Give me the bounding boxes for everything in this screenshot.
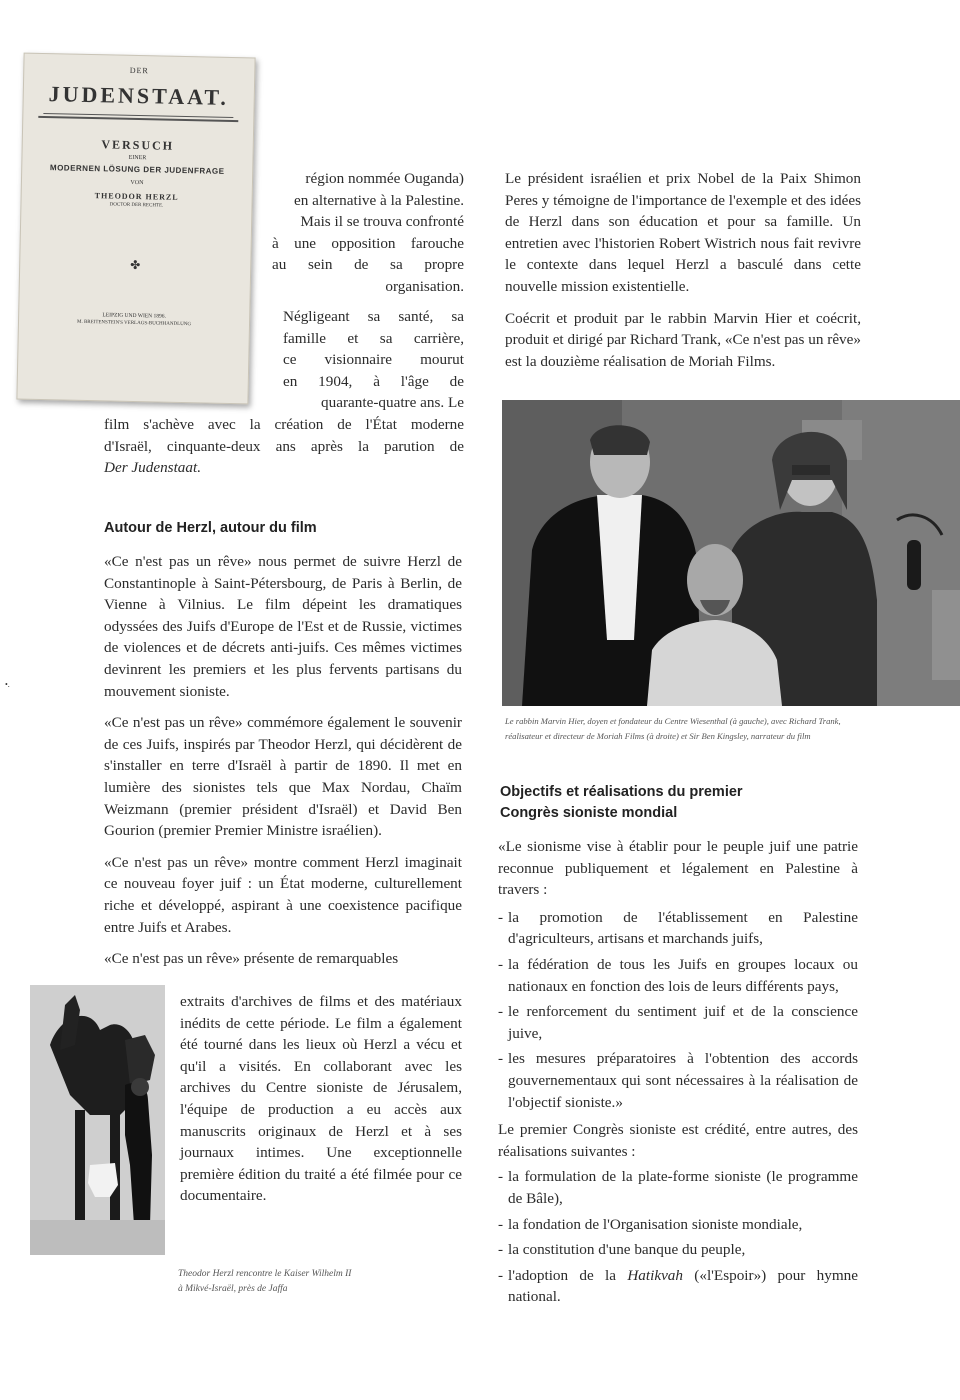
achievement-item	[498, 1166, 858, 1209]
intro-line: organisation.	[385, 277, 464, 295]
group-photo	[502, 400, 960, 706]
achievement-prefix: l'adoption de la	[508, 1266, 628, 1284]
para2-full-line: d'Israël, cinquante-deux ans après la parution de	[104, 437, 464, 455]
achievement-item	[498, 1239, 858, 1261]
right-intro-body	[505, 168, 861, 382]
caption-line: Le rabbin Marvin Hier, doyen et fondateur du Centre Wiesenthal (à gauche), avec Richard Trank,	[505, 716, 841, 726]
para2-line: quarante-quatre ans. Le	[321, 394, 464, 412]
goal-text: la promotion de l'établissement en Palestine d'agriculteurs, artisans et marchands juifs,	[508, 908, 858, 948]
dash-mark: -	[498, 1266, 504, 1284]
para2-full-line: film s'achève avec la création de l'État moderne	[104, 416, 464, 433]
paragraph: «Ce n'est pas un rêve» commémore également le souvenir de ces Juifs, inspirés par Theodor Herzl, qui décidèrent de s'installer en terre d'Israël à partir de 1890. Il met en lumière des sionistes tels que Max Nordau, Chaïm Weizmann (premier président d'Israël) et David Ben Gourion (premier Premier Ministre israélien).	[104, 714, 462, 840]
achievement-text: la constitution d'une banque du peuple,	[508, 1241, 746, 1259]
goal-item	[498, 954, 858, 997]
goal-text: le renforcement du sentiment juif et de la conscience juive,	[508, 1003, 858, 1042]
achievement-suffix: («l'Espoir») pour hymne national.	[508, 1266, 858, 1306]
paragraph: «Ce n'est pas un rêve» nous permet de suivre Herzl de Constantinople à Saint-Pétersbourg, de Paris à Berlin, de Vienne à Vilnius. Le film dépeint les dramatiques odyssées des Juifs d'Europe de l'Est et de Russie, victimes de violences et de décrets anti-juifs. Ces mêmes victimes devinrent les premiers et les plus fervents partisans du mouvement sioniste.	[104, 553, 462, 700]
dash-mark: -	[498, 1003, 504, 1021]
paragraph: Coécrit et produit par le rabbin Marvin Hier et coécrit, produit et dirigé par Richard Trank, «Ce n'est pas un rêve» est la douzième réalisation de Moriah Films.	[505, 309, 861, 370]
para2-line: famille et sa carrière,	[283, 329, 464, 347]
group-photo-caption	[505, 714, 960, 744]
caption-line: à Mikvé-Israël, près de Jaffa	[178, 1284, 288, 1294]
cover-author: THEODOR HERZL	[94, 191, 179, 202]
paragraph: «Ce n'est pas un rêve» montre comment Herzl imaginait ce nouveau foyer juif : un État moderne, culturellement riche et développé, aspirant à une coexistence pacifique entre Juifs et Arabes.	[104, 853, 462, 936]
cover-der: DER	[129, 65, 149, 76]
right-body	[498, 836, 858, 1308]
goal-item	[498, 1001, 858, 1044]
congress-intro: Le premier Congrès sioniste est crédité, entre autres, des réalisations suivantes :	[498, 1121, 858, 1160]
cover-doctor: DOCTOR DER RECHTE.	[109, 202, 164, 209]
para2-line: ce visionnaire mourut	[283, 351, 464, 369]
dash-mark: -	[498, 1241, 504, 1259]
left-para2-full	[104, 414, 464, 479]
cover-ornament-icon: ✤	[130, 257, 141, 273]
goal-item	[498, 907, 858, 950]
herzl-photo-caption	[178, 1267, 438, 1297]
intro-line: Mais il se trouva confronté	[300, 213, 464, 231]
herzl-kaiser-photo	[30, 985, 165, 1255]
cover-subtitle: MODERNEN LÖSUNG DER JUDENFRAGE	[49, 163, 225, 176]
left-intro-block	[272, 168, 464, 298]
heading-line: Congrès sioniste mondial	[500, 805, 678, 821]
achievement-text: la fondation de l'Organisation sioniste mondiale,	[508, 1215, 803, 1233]
hatikvah-italic: Hatikvah	[627, 1266, 683, 1284]
cover-title: JUDENSTAAT.	[48, 81, 230, 110]
left-para2-wrapped	[283, 306, 464, 414]
dash-mark: -	[498, 1168, 504, 1186]
book-cover-image	[16, 53, 255, 405]
intro-line: à une opposition farouche	[272, 234, 464, 252]
cover-versuch: VERSUCH	[101, 137, 175, 153]
dash-mark: -	[498, 955, 504, 973]
achievement-text: la formulation de la plate-forme sioniste (le programme de Bâle),	[508, 1168, 858, 1207]
intro-line: en alternative à la Palestine.	[294, 191, 464, 209]
quote-intro: «Le sionisme vise à établir pour le peuple juif une patrie reconnue publiquement et légalement en Palestine à travers :	[498, 838, 858, 899]
cover-von: VON	[130, 179, 144, 187]
section-heading-congress	[500, 782, 860, 824]
intro-line: au sein de sa propre	[272, 256, 464, 274]
goal-text: la fédération de tous les Juifs en groupes locaux ou nationaux en fonction des lois de leurs différents pays,	[508, 955, 858, 995]
caption-line: Theodor Herzl rencontre le Kaiser Wilhelm II	[178, 1269, 352, 1279]
cover-einer: EINER	[128, 154, 147, 162]
caption-line: réalisateur et directeur de Moriah Films (à droite) et Sir Ben Kingsley, narrateur du film	[505, 731, 811, 741]
book-title-italic: Der Judenstaat.	[104, 459, 202, 477]
cover-publisher-line2: M. BREITENSTEIN'S VERLAGS-BUCHHANDLUNG	[76, 319, 192, 328]
para2-line: Négligeant sa santé, sa	[283, 308, 464, 325]
intro-wrapped-lines	[272, 168, 464, 298]
margin-mark: •.	[5, 680, 10, 689]
goal-text: les mesures préparatoires à l'obtention des accords gouvernementaux qui sont nécessaires à la réalisation de l'objectif sioniste.»	[508, 1050, 858, 1111]
left-body	[104, 551, 462, 970]
para2-line: en 1904, à l'âge de	[283, 372, 464, 390]
paragraph: Le président israélien et prix Nobel de la Paix Shimon Peres y témoigne de l'importance de l'exemple et des idées de Herzl dans son éducation et pour sa famille. Un entretien avec l'historien Robert Wistrich nous fait revivre le contexte dans lequel Herzl a basculé dans cette nouvelle mission existentielle.	[505, 170, 861, 295]
heading-line: Objectifs et réalisations du premier	[500, 784, 743, 800]
cover-publisher-line1: LEIPZIG UND WIEN 1896.	[102, 312, 166, 320]
dash-mark: -	[498, 1215, 504, 1233]
dash-mark: -	[498, 908, 504, 926]
achievement-item	[498, 1214, 858, 1236]
intro-line: région nommée Ouganda)	[305, 170, 464, 187]
achievement-item	[498, 1265, 858, 1308]
achievement-text	[508, 1265, 858, 1308]
left-para6-wrapped: extraits d'archives de films et des matériaux inédits de cette période. Le film a également été tourné dans les lieux où Herzl a vécu et qu'il a visités. En collaborant avec les archives du Centre sioniste de Jérusalem, l'équipe de production a eu accès aux manuscrits originaux de Herzl et à ses journaux intimes. Une exceptionnelle première édition du traité a été filmée pour ce documentaire.	[180, 993, 462, 1205]
paragraph-first-line: «Ce n'est pas un rêve» présente de remarquables	[104, 950, 399, 968]
dash-mark: -	[498, 1050, 504, 1068]
goal-item	[498, 1048, 858, 1113]
section-heading-herzl: Autour de Herzl, autour du film	[104, 520, 317, 536]
